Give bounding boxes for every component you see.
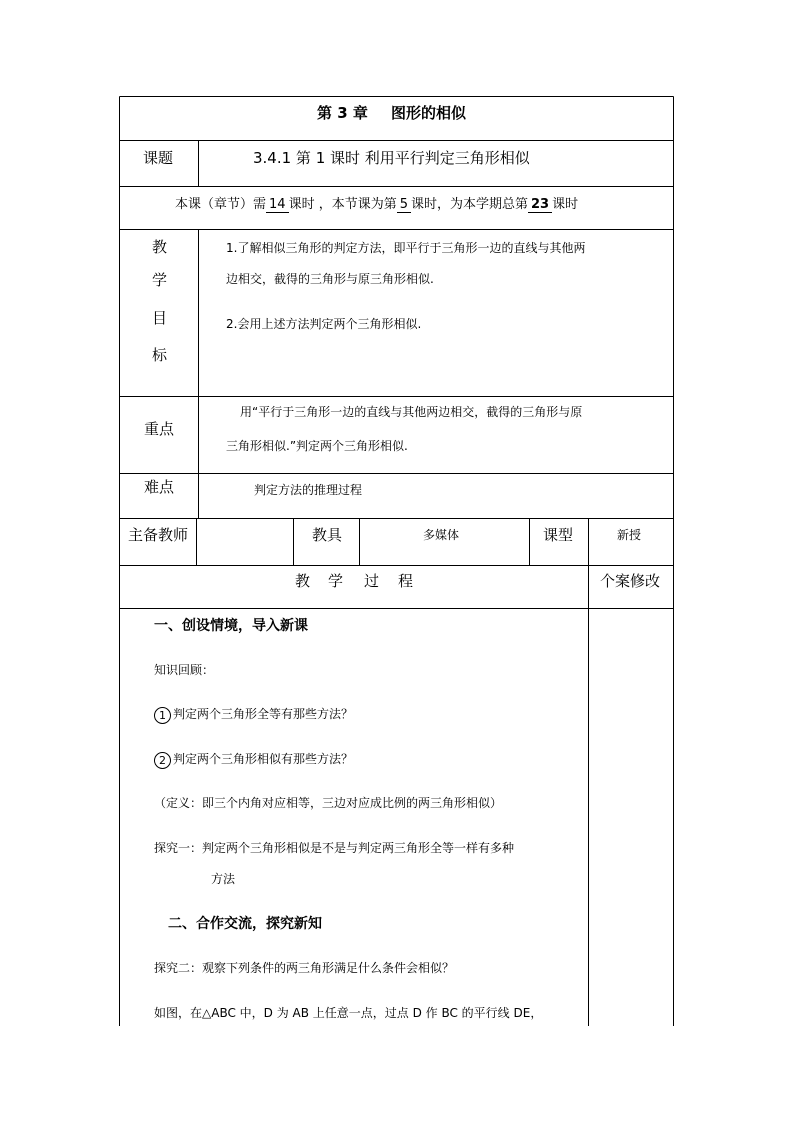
question-1-text: 判定两个三角形全等有那些方法？ [173,707,354,721]
hours-text-3: 课时，为本学期总第 [410,197,528,212]
type-value: 新授 [617,528,642,542]
process-header-3: 过 [364,572,380,590]
objective-1-line-1: 1.了解相似三角形的判定方法，即平行于三角形一边的直线与其他两 [226,241,586,255]
tool-label: 教具 [312,526,343,544]
hours-text-1: 本课（章节）需 [175,197,267,212]
question-1-number: 1 [154,707,171,724]
objective-1-line-2: 边相交，截得的三角形与原三角形相似. [226,272,434,286]
hours-index: 5 [397,198,411,213]
chapter-title: 图形的相似 [391,104,467,122]
process-header-2: 学 [328,572,344,590]
type-label: 课型 [543,526,574,544]
notes-header: 个案修改 [600,572,661,590]
difficulty-text: 判定方法的推理过程 [254,483,363,497]
hours-text-2: 课时 ，本节课为第 [288,197,397,212]
objectives-label-1: 教 [152,238,168,256]
review-label: 知识回顾： [154,663,215,677]
question-2 [154,752,353,769]
key-point-line-2: 三角形相似.”判定两个三角形相似. [226,439,408,453]
lesson-label: 课题 [143,149,174,167]
hours-line [175,198,578,213]
key-point-line-1: 用“平行于三角形一边的直线与其他两边相交，截得的三角形与原 [240,405,583,419]
lesson-title: 3.4.1 第 1 课时 利用平行判定三角形相似 [253,149,530,167]
section-2-title: 二、合作交流，探究新知 [168,916,322,932]
hours-total: 14 [266,198,289,213]
teacher-label: 主备教师 [128,526,189,544]
objectives-label-4: 标 [152,346,168,364]
explore-1-line-2: 方法 [211,872,236,886]
tool-value: 多媒体 [423,528,460,542]
key-point-label: 重点 [144,420,175,438]
chapter-number: 第 3 章 [317,104,368,122]
process-header-4: 程 [398,572,414,590]
objectives-label-2: 学 [152,271,168,289]
question-2-text: 判定两个三角形相似有那些方法？ [173,752,354,766]
definition-note: （定义：即三个内角对应相等，三边对应成比例的两三角形相似） [154,796,503,810]
objective-2: 2.会用上述方法判定两个三角形相似. [226,317,422,331]
process-header-1: 教 [295,572,311,590]
question-2-number: 2 [154,752,171,769]
explore-2: 探究二：观察下列条件的两三角形满足什么条件会相似？ [154,961,455,975]
section-1-title: 一、创设情境，导入新课 [154,618,308,634]
hours-text-4: 课时 [552,197,579,212]
difficulty-label: 难点 [144,478,175,496]
explore-1-line-1: 探究一：判定两个三角形相似是不是与判定两三角形全等一样有多种 [154,841,515,855]
figure-description: 如图，在△ABC 中，D 为 AB 上任意一点，过点 D 作 BC 的平行线 DE， [154,1006,543,1020]
question-1 [154,707,353,724]
objectives-label-3: 目 [152,309,168,327]
hours-term: 23 [528,198,552,213]
